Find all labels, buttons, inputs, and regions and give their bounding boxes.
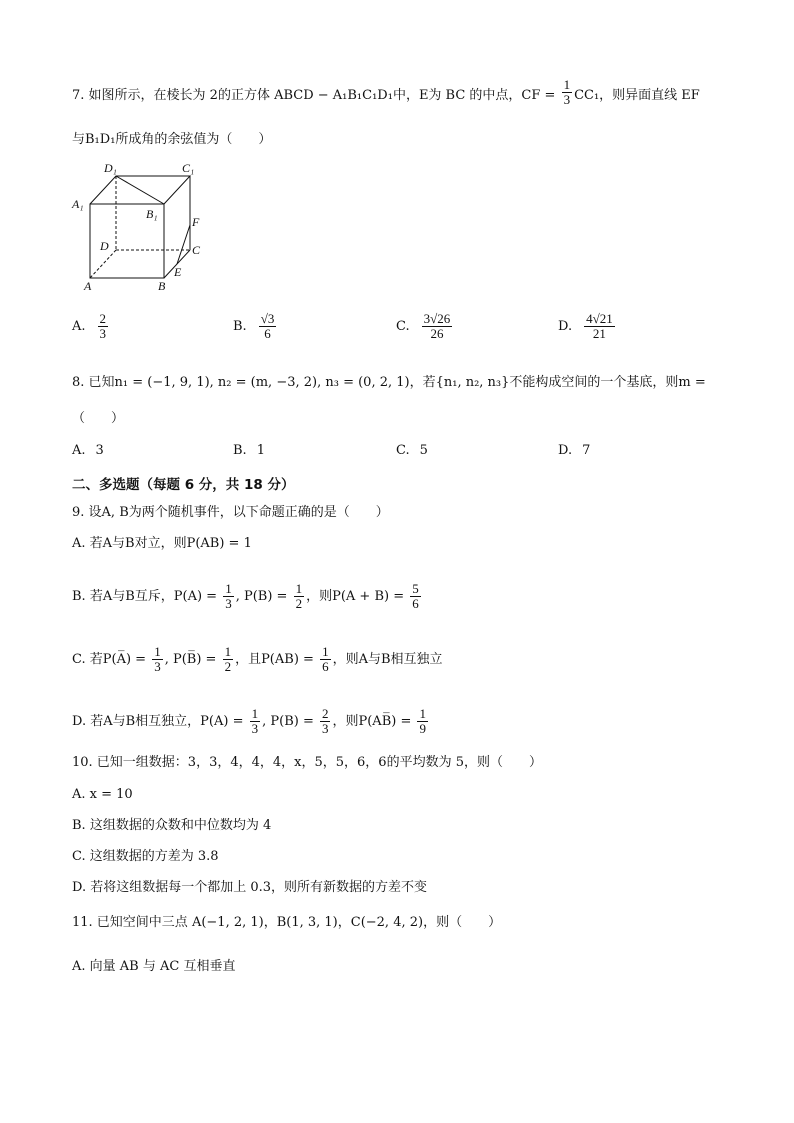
diagonal-d1b1 [116, 176, 164, 204]
section-heading-multiple-choice: 二、多选题（每题 6 分，共 18 分） [72, 477, 295, 493]
label-d1: D₁ [104, 161, 117, 175]
q7-option-a[interactable]: A. $\frac{2}{3}$ [72, 311, 107, 341]
q7-option-b[interactable]: B. $\frac{√3}{6}$ [233, 311, 275, 341]
q9-stem: 9. 设A, B为两个随机事件，以下命题正确的是（ ） [72, 505, 389, 520]
label-d: D [100, 239, 109, 253]
label-c: C [192, 243, 201, 257]
q10-option-d[interactable]: D. 若将这组数据每一个都加上 0.3，则所有新数据的方差不变 [72, 880, 428, 895]
q10-option-a[interactable]: A. x = 10 [72, 787, 133, 802]
q9-option-a[interactable]: A. 若A与B对立，则P(AB) = 1 [72, 536, 252, 551]
q8-option-b[interactable]: B. 1 [233, 443, 265, 458]
q9-option-b[interactable]: B. 若A与B互斥，P(A) = $\frac{1}{3}$ , P(B) = $\frac{1}{2}$ ，则P(A + B) = $\frac{5}{6}$ [72, 581, 419, 611]
q7-stem-line1 [72, 77, 700, 107]
q8-stem-line1: 8. 已知n₁ = (−1, 9, 1), n₂ = (m, −3, 2), n₃ = (0, 2, 1)，若{n₁, n₂, n₃}不能构成空间的一个基底，则m = [72, 375, 706, 390]
q7-cf-fraction: $\frac{1}{3}$ [563, 77, 571, 107]
q7-option-c[interactable]: C. $\frac{3√26}{26}$ [396, 311, 451, 341]
q7-option-d[interactable]: D. $\frac{4√21}{21}$ [558, 311, 613, 341]
label-a: A [84, 279, 92, 293]
q10-stem: 10. 已知一组数据：3，3，4，4，4，x，5，5，6，6的平均数为 5，则（ ） [72, 755, 542, 770]
q8-option-d[interactable]: D. 7 [558, 443, 591, 458]
label-b1: B₁ [146, 207, 158, 221]
q9-option-c[interactable]: C. 若P(A̅) = $\frac{1}{3}$ , P(B̅) = $\frac{1}{2}$ ，且P(AB) = $\frac{1}{6}$ ，则A与B相互独立 [72, 644, 443, 674]
q8-option-c[interactable]: C. 5 [396, 443, 428, 458]
segment-ef [177, 225, 190, 264]
q8-stem-line2: （ ） [72, 411, 125, 426]
label-f: F [192, 215, 200, 229]
q9-option-d[interactable]: D. 若A与B相互独立，P(A) = $\frac{1}{3}$ , P(B) = $\frac{2}{3}$ ，则P(AB̅) = $\frac{1}{9}$ [72, 706, 426, 736]
q7-line1-tail: CC₁，则异面直线 EF [574, 88, 700, 103]
q10-option-c[interactable]: C. 这组数据的方差为 3.8 [72, 849, 219, 864]
label-c1: C₁ [182, 161, 195, 175]
label-e: E [174, 265, 182, 279]
q8-option-a[interactable]: A. 3 [72, 443, 104, 458]
cube-figure [70, 158, 210, 298]
label-b: B [158, 279, 166, 293]
q7-line1-text: 7. 如图所示，在棱长为 2的正方体 ABCD − A₁B₁C₁D₁中，E为 BC 的中点，CF = [72, 88, 560, 103]
q11-stem: 11. 已知空间中三点 A(−1, 2, 1)，B(1, 3, 1)，C(−2, 4, 2)，则（ ） [72, 915, 502, 930]
q10-option-b[interactable]: B. 这组数据的众数和中位数均为 4 [72, 818, 272, 833]
q11-option-a[interactable]: A. 向量 AB 与 AC 互相垂直 [72, 959, 236, 974]
label-a1: A₁ [72, 197, 84, 211]
q7-stem-line2: 与B₁D₁所成角的余弦值为（ ） [72, 132, 272, 147]
hidden-edge-da [90, 250, 116, 278]
